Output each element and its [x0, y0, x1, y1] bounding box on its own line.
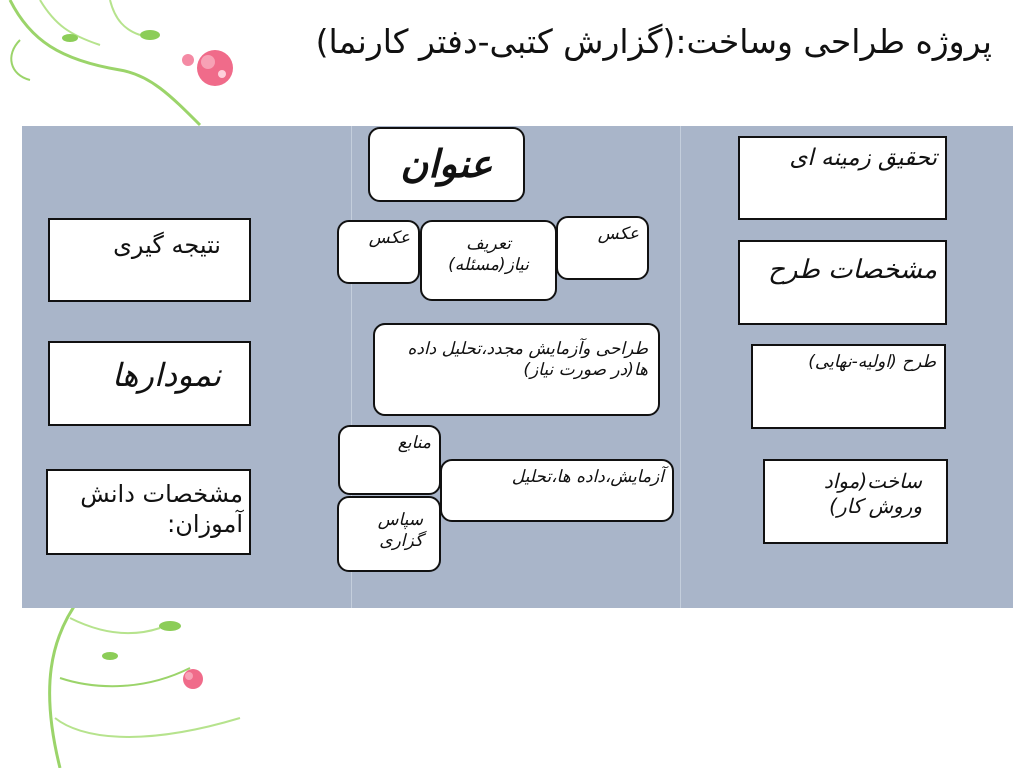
photo-box-right: عکس	[556, 216, 649, 280]
student-info-box: مشخصات دانش آموزان:	[46, 469, 251, 555]
vine-flower-icon	[0, 0, 240, 130]
background-research-box: تحقیق زمینه ای	[738, 136, 947, 220]
acknowledgement-box: سپاس گزاری	[337, 496, 441, 572]
page-title: پروژه طراحی وساخت:(گزارش کتبی-دفتر کارنما)	[315, 22, 992, 61]
build-box: ساخت(مواد وروش کار)	[763, 459, 948, 544]
charts-box: نمودارها	[48, 341, 251, 426]
testing-box: آزمایش،داده ها،تحلیل	[440, 459, 674, 522]
column-divider	[680, 126, 681, 608]
redesign-box: طراحی وآزمایش مجدد،تحلیل داده ها(در صورت نیاز)	[373, 323, 660, 416]
design-prelim-final-box: طرح (اولیه-نهایی)	[751, 344, 946, 429]
photo-box-left: عکس	[337, 220, 420, 284]
title-box: عنوان	[368, 127, 525, 202]
vine-flower-icon	[0, 598, 260, 768]
conclusion-box: نتیجه گیری	[48, 218, 251, 302]
problem-definition-box: تعریف نیاز(مسئله)	[420, 220, 557, 301]
sources-box: منابع	[338, 425, 441, 495]
design-specs-box: مشخصات طرح	[738, 240, 947, 325]
